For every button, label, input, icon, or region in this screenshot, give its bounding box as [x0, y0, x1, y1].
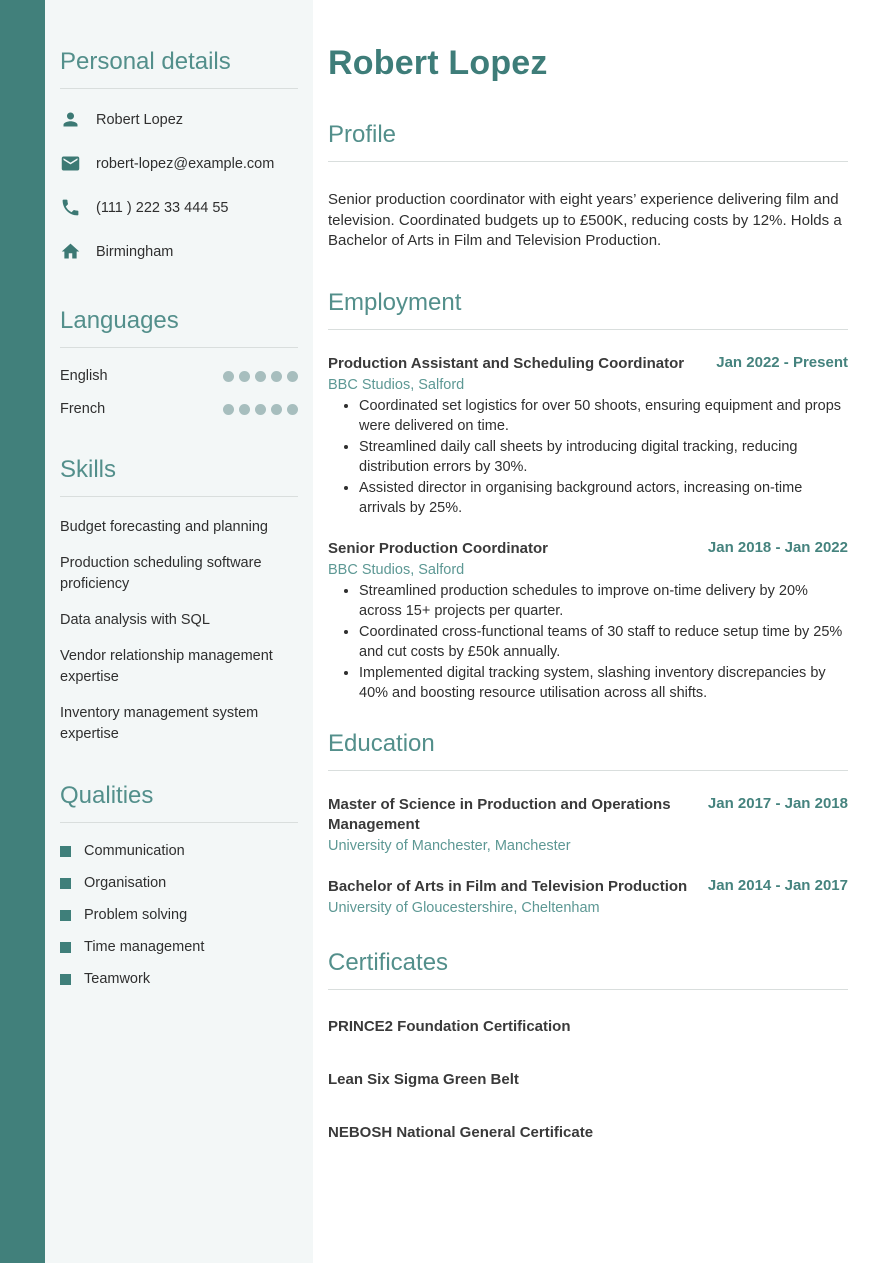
contact-name: Robert Lopez [96, 111, 184, 128]
language-level-dot [271, 404, 282, 415]
language-level-dot [255, 404, 266, 415]
school-name: University of Gloucestershire, Cheltenham [328, 900, 600, 916]
quality-label: Organisation [84, 875, 167, 891]
quality-label: Communication [84, 843, 185, 859]
personal-details-section [60, 48, 298, 262]
quality-label: Time management [84, 939, 205, 955]
quality-row [60, 843, 298, 859]
skills-section [60, 456, 298, 745]
job-header [328, 539, 848, 560]
job-bullet: • Coordinated set logistics for over 50 shoots, ensuring equipment and props were delivered on time. [359, 396, 848, 437]
language-name: English [60, 368, 108, 384]
certificate-item: Lean Six Sigma Green Belt [328, 1071, 519, 1088]
job-header [328, 354, 848, 375]
education-dates: Jan 2017 - Jan 2018 [707, 794, 848, 812]
person-name: Robert Lopez [328, 44, 548, 82]
qualities-heading: Qualities [60, 782, 298, 823]
job-company: BBC Studios, Salford [328, 561, 465, 578]
language-name: French [60, 401, 106, 417]
contact-row-phone [60, 197, 298, 218]
employment-heading: Employment [328, 289, 848, 330]
job-bullet: • Assisted director in organising background actors, increasing on-time arrivals by 25%. [359, 478, 848, 519]
job-entry [328, 354, 848, 519]
job-company: BBC Studios, Salford [328, 376, 465, 393]
degree-title: Bachelor of Arts in Film and Television Production [328, 878, 688, 895]
job-bullet: • Coordinated cross-functional teams of 30 staff to reduce setup time by 25% and cut costs by £50k annually. [359, 622, 848, 663]
skill-item: Inventory management system expertise [60, 705, 259, 742]
languages-section [60, 307, 298, 417]
education-header [328, 795, 848, 836]
languages-heading: Languages [60, 307, 298, 348]
contact-row-name [60, 109, 298, 130]
education-section [328, 730, 848, 920]
profile-section [328, 121, 848, 252]
employment-section [328, 289, 848, 704]
language-level-dots [223, 371, 298, 382]
language-level-dots [223, 404, 298, 415]
home-icon [60, 241, 81, 262]
square-bullet-icon [60, 974, 71, 985]
degree-title: Master of Science in Production and Operations Management [328, 795, 671, 833]
skill-item: Vendor relationship management expertise [60, 648, 273, 685]
quality-row [60, 907, 298, 923]
job-bullet: • Implemented digital tracking system, slashing inventory discrepancies by 40% and boosting resource utilisation across all shifts. [359, 663, 848, 704]
phone-icon [60, 197, 81, 218]
quality-row [60, 939, 298, 955]
education-header [328, 877, 848, 898]
language-level-dot [239, 371, 250, 382]
education-dates: Jan 2014 - Jan 2017 [707, 877, 848, 894]
contact-phone: (111 ) 222 33 444 55 [96, 199, 229, 216]
skill-item: Data analysis with SQL [60, 612, 210, 628]
accent-bar [0, 0, 45, 1263]
personal-details-heading: Personal details [60, 48, 298, 89]
language-level-dot [255, 371, 266, 382]
education-heading: Education [328, 730, 848, 771]
square-bullet-icon [60, 910, 71, 921]
job-bullet: • Streamlined daily call sheets by introducing digital tracking, reducing distribution errors by 30%. [359, 437, 848, 478]
quality-row [60, 971, 298, 987]
certificates-heading: Certificates [328, 949, 848, 990]
skills-heading: Skills [60, 456, 298, 497]
square-bullet-icon [60, 942, 71, 953]
certificate-item: NEBOSH National General Certificate [328, 1124, 594, 1141]
job-dates: Jan 2022 - Present [716, 353, 848, 371]
main-content [313, 0, 893, 1263]
language-level-dot [287, 371, 298, 382]
education-entry [328, 877, 848, 919]
skill-item: Production scheduling software proficiency [60, 555, 262, 592]
language-level-dot [223, 404, 234, 415]
contact-row-email [60, 153, 298, 174]
contact-email: robert-lopez@example.com [96, 155, 275, 172]
language-level-dot [239, 404, 250, 415]
language-row [60, 368, 298, 384]
language-level-dot [287, 404, 298, 415]
square-bullet-icon [60, 846, 71, 857]
job-bullet: • Streamlined production schedules to improve on-time delivery by 20% across 15+ projects per quarter. [359, 581, 848, 622]
job-title: Production Assistant and Scheduling Coordinator [328, 354, 685, 372]
education-entry [328, 795, 848, 858]
school-name: University of Manchester, Manchester [328, 838, 571, 854]
profile-heading: Profile [328, 121, 848, 162]
square-bullet-icon [60, 878, 71, 889]
quality-label: Teamwork [84, 971, 151, 987]
email-icon [60, 153, 81, 174]
quality-label: Problem solving [84, 907, 188, 923]
language-level-dot [271, 371, 282, 382]
job-title: Senior Production Coordinator [328, 539, 548, 557]
job-entry [328, 539, 848, 704]
person-icon [60, 109, 81, 130]
job-bullet-list [328, 396, 848, 519]
qualities-section [60, 782, 298, 987]
contact-row-city [60, 241, 298, 262]
job-dates: Jan 2018 - Jan 2022 [707, 538, 848, 556]
certificate-item: PRINCE2 Foundation Certification [328, 1018, 571, 1035]
contact-city: Birmingham [96, 243, 174, 260]
skill-item: Budget forecasting and planning [60, 519, 268, 535]
certificates-section [328, 949, 848, 1141]
profile-text: Senior production coordinator with eight years’ experience delivering film and television. Coordinated budgets up to £500K, reducing costs by 12%. Holds a Bachelor of Arts in Film and Television Production. [328, 191, 842, 249]
language-row [60, 401, 298, 417]
job-bullet-list [328, 581, 848, 704]
sidebar [45, 0, 313, 1263]
language-level-dot [223, 371, 234, 382]
quality-row [60, 875, 298, 891]
